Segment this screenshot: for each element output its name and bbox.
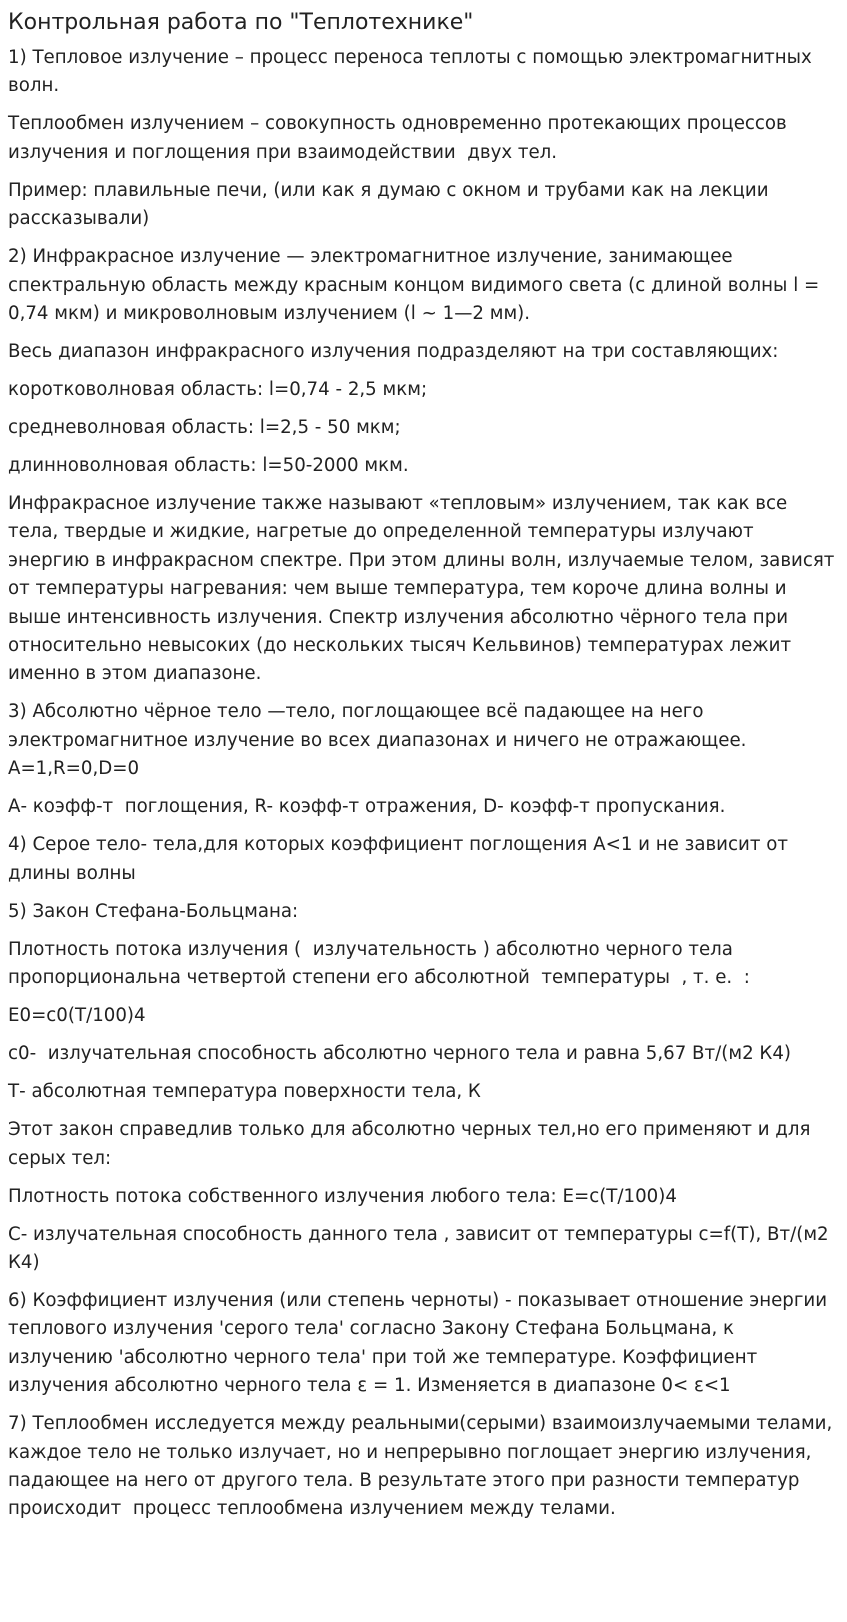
paragraph: Т- абсолютная температура поверхности тела, К [8,1081,481,1103]
formula-paragraph: E0=c0(T/100)4 [8,1005,146,1027]
paragraph: 1) Тепловое излучение – процесс переноса теплоты с помощью электромагнитных волн. [8,47,818,97]
paragraph: средневолновая область: l=2,5 - 50 мкм; [8,417,401,439]
paragraph: Пример: плавильные печи, (или как я думаю с окном и трубами как на лекции рассказывали) [8,179,775,230]
paragraph: 7) Теплообмен исследуется между реальными(серыми) взаимоизлучаемыми телами, каждое тело не только излучает, но и непрерывно поглощает энергию излучения, падающее на него от другого тела. В результате этого при разности температур происходит процесс теплообмена излучением между телами. [8,1413,839,1520]
paragraph: Этот закон справедлив только для абсолютно черных тел,но его применяют и для серых тел: [8,1119,817,1169]
paragraph: Плотность потока собственного излучения любого тела: E=c(T/100)4 [8,1185,677,1207]
paragraph: 5) Закон Стефана-Больцмана: [8,900,299,922]
paragraph: Плотность потока излучения ( излучательность ) абсолютно черного тела пропорциональна четвертой степени его абсолютной температуры , т. е. : [8,938,750,989]
paragraph: А- коэфф-т поглощения, R- коэфф-т отражения, D- коэфф-т пропускания. [8,796,726,818]
paragraph: 4) Серое тело- тела,для которых коэффициент поглощения А<1 и не зависит от длины волны [8,834,794,884]
paragraph: 3) Абсолютно чёрное тело —тело, поглощающее всё падающее на него электромагнитное излучение во всех диапазонах и ничего не отражающее. А=1,R=0,D=0 [8,701,753,780]
paragraph: длинноволновая область: l=50-2000 мкм. [8,455,409,477]
paragraph: 2) Инфракрасное излучение — электромагнитное излучение, занимающее спектральную область между красным концом видимого света (с длиной волны l = 0,74 мкм) и микроволновым излучением (l ~ 1—2 мм). [8,246,826,325]
paragraph: коротковолновая область: l=0,74 - 2,5 мкм; [8,379,428,401]
paragraph: c0- излучательная способность абсолютно черного тела и равна 5,67 Вт/(м2 К4) [8,1043,791,1065]
document-body [8,44,839,1524]
paragraph: Весь диапазон инфракрасного излучения подразделяют на три составляющих: [8,341,779,363]
paragraph: Инфракрасное излучение также называют «тепловым» излучением, так как все тела, твердые и жидкие, нагретые до определенной температуры излучают энергию в инфракрасном спектре. При этом длины волн, излучаемые телом, зависят от температуры нагревания: чем выше температура, тем короче длина волны и выше интенсивность излучения. Спектр излучения абсолютно чёрного тела при относительно невысоких (до нескольких тысяч Кельвинов) температурах лежит именно в этом диапазоне. [8,493,841,685]
paragraph: Теплообмен излучением – совокупность одновременно протекающих процессов излучения и поглощения при взаимодействии двух тел. [8,113,793,163]
paragraph: С- излучательная способность данного тела , зависит от температуры c=f(T), Вт/(м2 К4) [8,1223,835,1273]
document-title: Контрольная работа по "Теплотехнике" [8,10,474,35]
paragraph: 6) Коэффициент излучения (или степень черноты) - показывает отношение энергии теплового излучения 'серого тела' согласно Закону Стефана Больцмана, к излучению 'абсолютно черного тела' при той же температуре. Коэффициент излучения абсолютно черного тела ε = 1. Изменяется в диапазоне 0< ε<1 [8,1289,833,1397]
